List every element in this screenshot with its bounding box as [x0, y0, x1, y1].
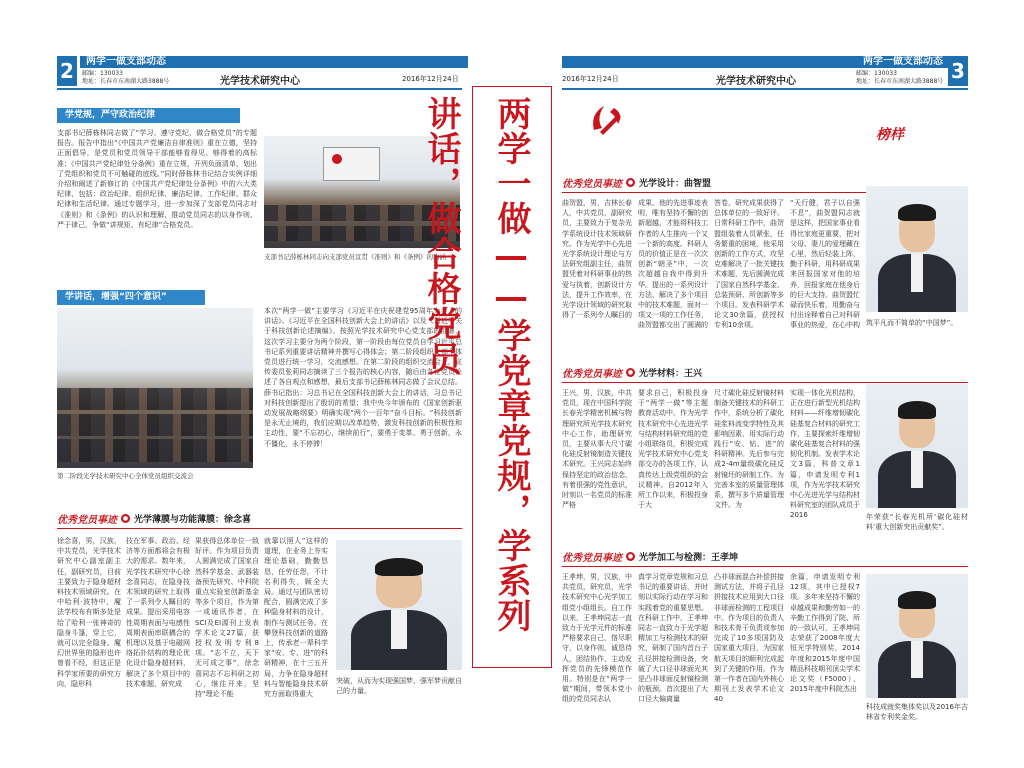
party-emblem-icon — [586, 100, 626, 140]
postcode: 邮编：130033 — [82, 70, 123, 77]
profile1-col3: 答卷，研究成果获得了总体单位的一致好评。日常科研工作中，曲贺盟组装着人员紧张，任务繁重的困境，他采用创新的工作方式，攻坚克难解决了一批关键技术难题，先后圆满完成了国家自然科学基金、总装预研、所创新等多个项目。发表科研学术论文30余篇，获授权专利10余项。 — [714, 199, 784, 330]
article2-photo — [57, 308, 253, 468]
profile-heading — [57, 510, 251, 526]
profile3-col3: 凸非球面混合补偿拼接测试方法，并将子孔径拼接技术应用到大口径非球面检测的工程项目中。作为项目的负责人和技术骨干负责或参加完成了10多项国防及国家重大项目，为国家航天项目的顺利完成起到了关键的作用。作为第一作者在国内外核心期刊上发表学术论文40 — [714, 573, 784, 704]
address: 地址：长春市东南湖大路3888号 — [856, 78, 944, 85]
profile3-col4: 余篇，申请发明专利12项，其中已授权7项。多年来坚持不懈的卓越成果和勤劳如一的辛勤工作得到了院、所的一致认可，王孝坤同志荣获了2008年度大恒光学特别奖，2014年度和2015年度中国精品科技期刊顶尖学术论文奖（F5000），2015年度中科院杰出 — [790, 573, 860, 694]
profile2-col3: 尺寸碳化硅反射镜材料制备关键技术的科研工作中，系统分析了碳化硅浆料流变学特性及其影响因素，用实际行动践行“安、钻、进”的科研精神。先后参与完成2-4m量级碳化硅反射镜坯的研制工作。为完善本室的质量管理体系，撰写多个质量管理文件。为 — [714, 389, 784, 510]
article2-body: 本次“两学一做”主要学习《习近平在庆祝建党95周年大会上的讲话》、《习近平在全国科技创新大会上的讲话》以及《习近平关于科技创新论述摘编》。按照光学技术研究中心党支部的部署，这次学习主要分为两个阶段，第一阶段由每位党员自学习近平总书记系列重要讲话精神并撰写心得体会；第二阶段组织支部全体党员进行统一学习，交流感想。在第二阶段的组织交流会上，宣传委员张莉同志摘读了三个报告的核心内容，随后由各位党员论述了各自观点和感想，最后支部书记薛栋林同志做了会议总结。薛书记指出：习总书记在全国科技创新大会上的讲话，习总书记对科技创新提出了殷切的希望；我中央今年颁布的《国家创新驱动发展战略纲要》明确实现“两个一百年”奋斗目标。“科技创新是永无止境的，我们应期以改革趋势，激发科技创新的积极性和主动性，要“不忘初心，继续前行”，要勇于变革、勇于创新，永不僵化，永不停滞！ — [264, 307, 462, 448]
article1-body: 支部书记薛栋林同志做了“学习、遵守党纪，做合格党员”的专题报告。报告中指出“《中国共产党廉洁自律准则》重在立德，坚持正面倡导，是党员和党员领导干部能够看得见、够得着的高标准；《中国共产党纪律处分条例》重在立规，开列负面清单，划出了党组织和党员不可触碰的底线。”同时薛栋林书记结合实例详细介绍和阐述了新修订的《中国共产党纪律处分条例》中的六大类纪律，包括：政治纪律、组织纪律、廉洁纪律、工作纪律、群众纪律和生活纪律。通过专题学习，进一步加深了支部党员同志对《准则》和《条例》的认识和理解，推动党员同志的以身作则、严于律己，争做“讲规矩、有纪律”合格党员。 — [57, 129, 257, 229]
profile2-col4: 实现一体化光机结构，正在进行新型光机结构材料——纤维增韧碳化硅基复合材料的研究工作，主要探索纤维增韧碳化硅基复合材料的强韧化机制。发表学术论文3篇，科普文章1篇，申请发明专利1项，作为光学技术研究中心光进光学与结构材料研究室的团队成员于2016 — [790, 389, 860, 520]
profile-title: 光学薄膜与功能薄膜：徐念喜 — [134, 514, 252, 525]
profile1-col2: 成果。他的先进事迹表明，唯有坚持不懈的创新超越，才能将科技工作者的人生推向一个又一个新的高度。科研人员的价值正是在一次次创新“朝圣”中，一次次超越自我中得到升华。提出的一系列设计方法，解决了多个项目中的技术难题，面对一项又一项的工作任务，曲贺盟都交出了圆满的 — [638, 199, 708, 330]
profile1-col1: 曲贺盟，男，吉林长春人，中共党员，副研究员，主要致力于复杂光学系统设计技术领域研究。作为光学中心先进光学系统设计理论与方法研究组副主任，曲贺盟凭着对科研事业的热爱与执着，创新设计方法，提升工作效率，在光学设计领域的研究取得了一系列令人瞩目的 — [562, 199, 632, 320]
profile-col1: 徐念喜，男，汉族，中共党员，光学技术研究中心副室副主任，副研究员，目前主要致力于隐身超材料技术领域研究。在中哈利·波特中，魔法学校布有斯多处是给了哈利一张神奇的隐身斗篷，穿上它，就可以完全隐身。魔幻世界里的隐形也许曾看不经，但这正是科学家所要的研究方向，隐形科 — [57, 537, 121, 688]
profile2-caption: 年荣获“长春光机所‘碳化硅材料’重大创新突出贡献奖”。 — [866, 513, 968, 532]
profile1-caption: 筑平凡而不简单的“中国梦”。 — [866, 319, 958, 327]
profile-rule — [57, 528, 462, 529]
portrait-photo — [336, 540, 462, 670]
audience-row — [57, 414, 253, 436]
page-number: 3 — [948, 56, 968, 86]
section-title: 两学一做支部动态 — [562, 56, 949, 68]
article2-heading: 学讲话，增强“四个意识” — [57, 290, 205, 305]
projection-screen — [323, 147, 380, 180]
header-rule — [562, 88, 968, 90]
profile-tag: 优秀党员事迹 — [57, 514, 117, 526]
unit-name: 光学技术研究中心 — [220, 76, 300, 87]
profile-col4: 就靠以照人”这样的道理，在业务上夯实理论基础，勤勤恳恳，任劳任怨，不计名利得失，顾全大局。通过与团队密切配合，圆满完成了多种隐身材料的设计，制作与测试任务。在攀登科技创新的道路上，传承老一辈科学家“安、专、进”的科研精神，在十三五开局，力争在隐身超材料与智能隐身技术研究方面取得重大 — [264, 537, 328, 699]
profile1-heading — [562, 174, 711, 190]
left-page — [0, 0, 468, 768]
role-model-badge: 榜样 — [876, 127, 904, 143]
audience-row — [57, 388, 253, 410]
profile-title: 光学设计：曲智盟 — [639, 178, 712, 189]
profile3-caption: 科技成就奖集体奖以及2016年吉林省专利奖金奖。 — [866, 703, 968, 722]
issue-date: 2016年12月24日 — [402, 75, 459, 83]
article1-photo-caption: 支部书记薛栋林同志向支部党员宣贯《准则》和《条例》的内涵 — [264, 253, 446, 261]
bullet-icon: ● — [627, 368, 634, 376]
bullet-icon: ● — [627, 178, 634, 186]
page-number: 2 — [57, 56, 77, 86]
profile-rule — [562, 566, 968, 567]
profile-title: 光学材料：王兴 — [639, 368, 703, 379]
profile1-col4: “天行健，君子以自强不息”，曲贺盟同志就是这样，把国家事业看得比家庭更重要，把对父母、妻儿的爱埋藏在心里，然后轻装上阵，勤于科研，用科研成果来回报国家对他的培养，回报家庭在他身后的巨大支持。曲贺盟忙碌而快乐着，用勤奋与付出诠释着自己对科研事业的热爱，在心中构 — [790, 199, 860, 330]
profile2-heading — [562, 364, 702, 380]
profile3-col1: 王孝坤，男，汉族，中共党员，研究员，光学技术研究中心光学加工组党小组组长。自工作以来，王孝坤同志一直致力于光学元件的标准严格要求自己，恪尽职守，以身作则，诚恳待人，团结协作，主动发挥党员的先锋模范作用。特别是在“两学一做”期间，带领本党小组的党员同志认 — [562, 573, 632, 704]
center-title: 两学一做——学党章党规，学系列讲话，做合格党员 — [421, 96, 531, 633]
article2-photo-caption: 第二阶段光学技术研究中心全体党员组织交流会 — [57, 472, 194, 480]
bullet-icon: ● — [122, 514, 129, 522]
postcode: 邮编：130033 — [856, 70, 897, 77]
profile-rule — [562, 382, 968, 383]
profile-tag: 优秀党员事迹 — [562, 368, 622, 380]
profile3-col2: 真学习党章党规和习总书记的重要讲话，并时刻以实际行动在学习和实践着党的重要思想。在科研工作中，王孝坤同志一直致力于光学超精加工与检测技术的研究，研制了国内首台子孔径拼接检测设备，突破了大口径非球面光其是凸非球面反射镜检测的瓶颈。首次提出了大口径大偏离量 — [638, 573, 708, 704]
issue-date: 2016年12月24日 — [562, 75, 619, 83]
profile-tag: 优秀党员事迹 — [562, 552, 622, 564]
header-rule — [57, 88, 462, 90]
portrait-photo — [866, 574, 968, 698]
profile-col2: 技在军事、政治、经济等方面都将会有极大的需求。数年来，光学技术研究中心徐念喜同志，在隐身技术领域的研究上取得了一系列令人瞩目的成果。提出采用电容性周期表面与电感性周期表面串联耦合的机理以及基于电磁网络拓扑结构的理论优化设计隐身超材料，解决了多个项目中的技术难题，研究成 — [126, 537, 190, 688]
profile2-col2: 要求自己，积极投身于“两学一做”等主题教育活动中。作为光学技术研究中心先进光学与结构材料研究组的党小组联络员，积极完成光学技术研究中心党支部交办的各项工作，认真传达上级党组织的会议精神。自2012年入所工作以来，积极投身于大 — [638, 389, 708, 510]
article1-heading: 学党规，严守政治纪律 — [57, 108, 240, 123]
profile-col3: 果获得总体单位一致好评。作为项目负责人圆满完成了国家自然科学基金、武器装备预先研究、中科院重点实验室创新基金等多个项目，作为第一或通讯作者，在SCI及EI源刊上发表学术论文27篇，获授权发明专利8项。“志不立，天下无可成之事”，徐念喜同志不忘科研之初心，继往开来，坚持“理论不能 — [195, 537, 259, 699]
profile2-col1: 王兴，男，汉族，中共党员，现在中国科学院长春光学精密机械与物理研究所光学技术研究中心工作，助理研究员，主要从事大尺寸碳化硅反射镜制造关键技术研究。王兴同志始终保持坚定的政治信念，有着很强的党性意识，时刻以一名党员的标准严格 — [562, 389, 632, 510]
profile-tag: 优秀党员事迹 — [562, 178, 622, 190]
section-title: 两学一做支部动态 — [80, 56, 468, 68]
right-page — [556, 0, 1024, 768]
profile-title: 光学加工与检测：王孝坤 — [639, 552, 739, 563]
portrait-photo — [866, 384, 968, 508]
profile-col5: 突破，从而为实现强国梦、强军梦贡献自己的力量。 — [336, 677, 462, 696]
profile3-heading — [562, 548, 738, 564]
audience-row — [57, 439, 253, 461]
portrait-photo — [866, 186, 968, 312]
address: 地址：长春市东南湖大路3888号 — [82, 78, 170, 85]
unit-name: 光学技术研究中心 — [716, 76, 796, 87]
bullet-icon: ● — [627, 552, 634, 560]
